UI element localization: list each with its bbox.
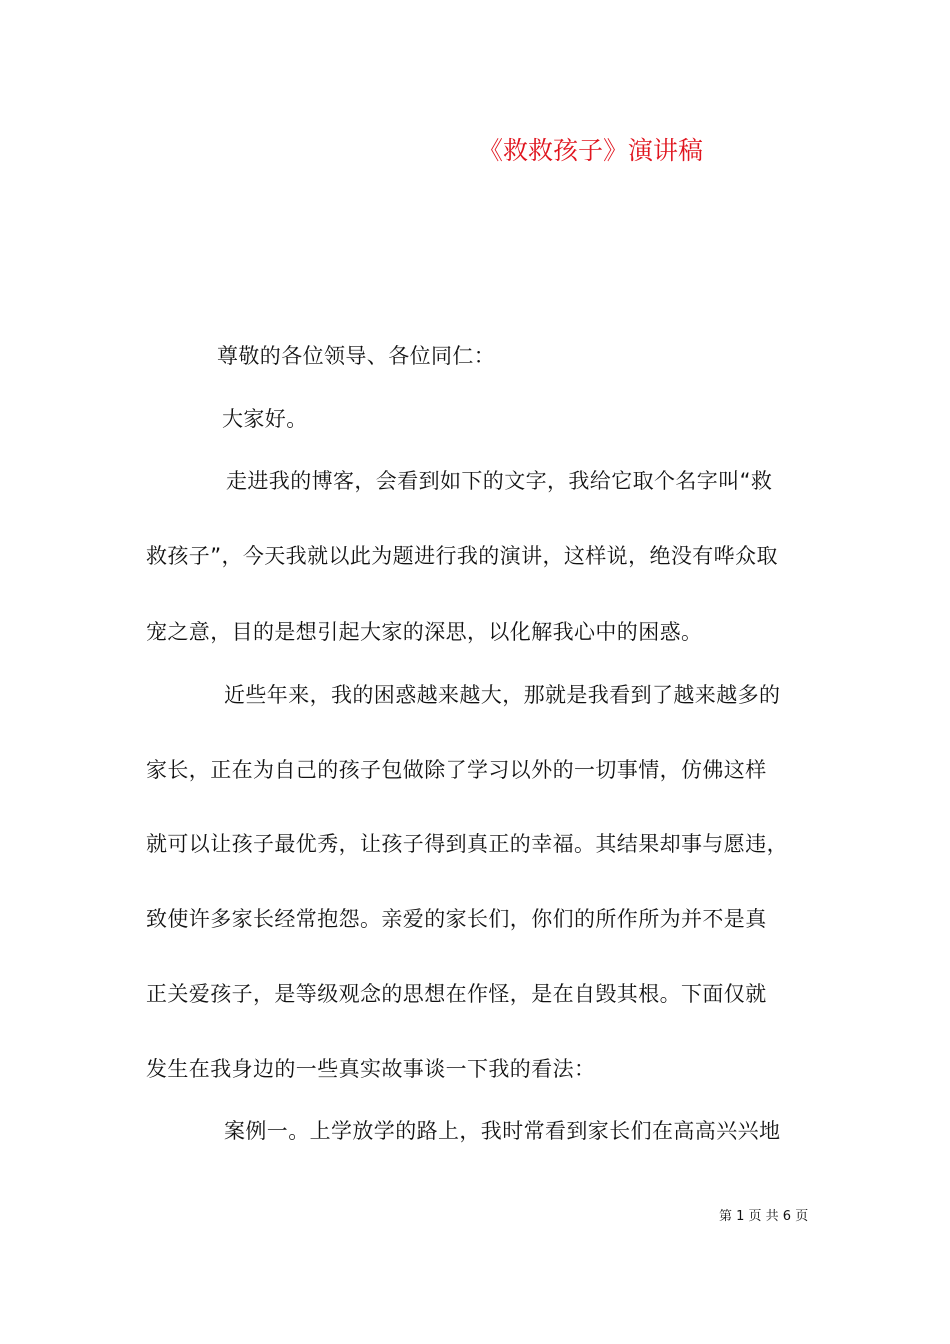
page-number: 第 1 页 共 6 页 xyxy=(719,1209,809,1224)
paragraph-2-line-2: 家长，正在为自己的孩子包做除了学习以外的一切事情，仿佛这样 xyxy=(146,758,767,782)
paragraph-2-line-5: 正关爱孩子，是等级观念的思想在作怪，是在自毁其根。下面仅就 xyxy=(146,982,767,1006)
greeting-line: 大家好。 xyxy=(222,407,308,431)
paragraph-3-line-1: 案例一。上学放学的路上，我时常看到家长们在高高兴兴地 xyxy=(224,1119,781,1143)
paragraph-1-line-2: 救孩子”，今天我就以此为题进行我的演讲，这样说，绝没有哗众取 xyxy=(146,544,778,568)
paragraph-2-line-6: 发生在我身边的一些真实故事谈一下我的看法： xyxy=(146,1057,596,1081)
paragraph-2-line-1: 近些年来，我的困惑越来越大，那就是我看到了越来越多的 xyxy=(224,683,781,707)
paragraph-2-line-4: 致使许多家长经常抱怨。亲爱的家长们，你们的所作所为并不是真 xyxy=(146,907,767,931)
paragraph-1-line-1: 走进我的博客，会看到如下的文字，我给它取个名字叫“救 xyxy=(226,469,773,493)
document-title: 《救救孩子》演讲稿 xyxy=(478,136,704,165)
salutation-line: 尊敬的各位领导、各位同仁： xyxy=(217,344,496,368)
paragraph-2-line-3: 就可以让孩子最优秀，让孩子得到真正的幸福。其结果却事与愿违， xyxy=(146,832,788,856)
paragraph-1-line-3: 宠之意，目的是想引起大家的深思，以化解我心中的困惑。 xyxy=(146,620,703,644)
